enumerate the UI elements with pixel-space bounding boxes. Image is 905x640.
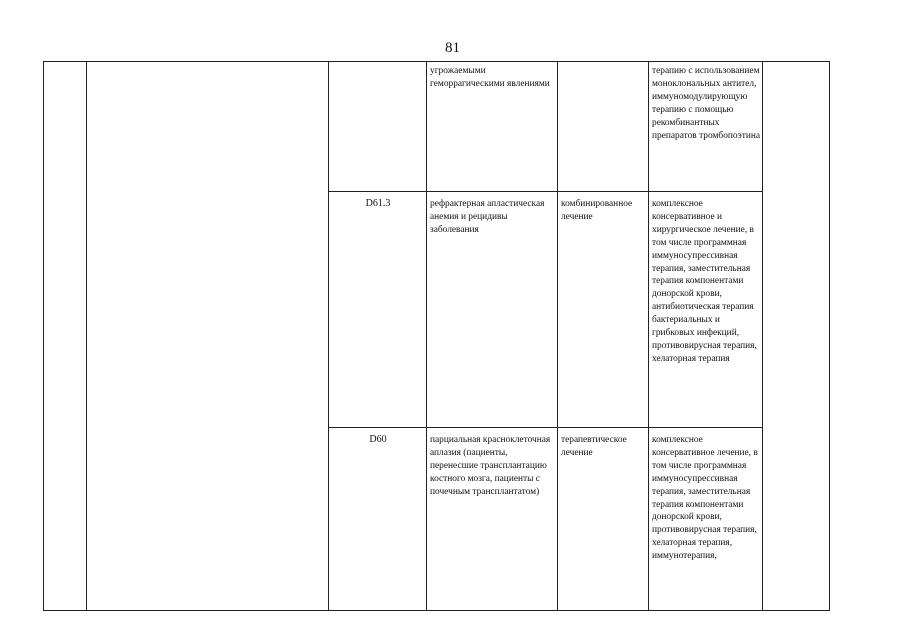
- treatment-method-cell: комплексное консервативное и хирургическое лечение, в том числе программная иммуносупрессивная терапия, заместительная терапия компонентами донорской крови, антибиотическая терапия бактериальных и грибковых инфекций, противовирусная терапия, хелаторная терапия: [649, 192, 763, 428]
- treatment-type-cell: комбинированное лечение: [558, 192, 649, 428]
- row-number-cell: [44, 62, 87, 611]
- medical-care-table: [43, 61, 830, 611]
- patient-model-cell: парциальная красноклеточная аплазия (пациенты, перенесшие трансплантацию костного мозга, пациенты с почечным трансплантатом): [427, 428, 558, 611]
- treatment-type-cell: терапевтическое лечение: [558, 428, 649, 611]
- diagnosis-code-cell: D60: [329, 428, 427, 611]
- standard-cell: [763, 62, 830, 611]
- treatment-method-cell: терапию с использованием моноклональных антител, иммуномодулирующую терапию с помощью рекомбинантных препаратов тромбопоэтина: [649, 62, 763, 192]
- patient-model-cell: рефрактерная апластическая анемия и рецидивы заболевания: [427, 192, 558, 428]
- treatment-method-cell: комплексное консервативное лечение, в том числе программная иммуносупрессивная терапия, заместительная терапия компонентами донорской крови, противовирусная терапия, хелаторная терапия, иммунотерапия,: [649, 428, 763, 611]
- care-type-cell: [87, 62, 329, 611]
- diagnosis-code-cell: D61.3: [329, 192, 427, 428]
- diagnosis-code-cell: [329, 62, 427, 192]
- treatment-type-cell: [558, 62, 649, 192]
- patient-model-cell: угрожаемыми геморрагическими явлениями: [427, 62, 558, 192]
- page-number: 81: [445, 40, 460, 56]
- table-row: [44, 62, 830, 192]
